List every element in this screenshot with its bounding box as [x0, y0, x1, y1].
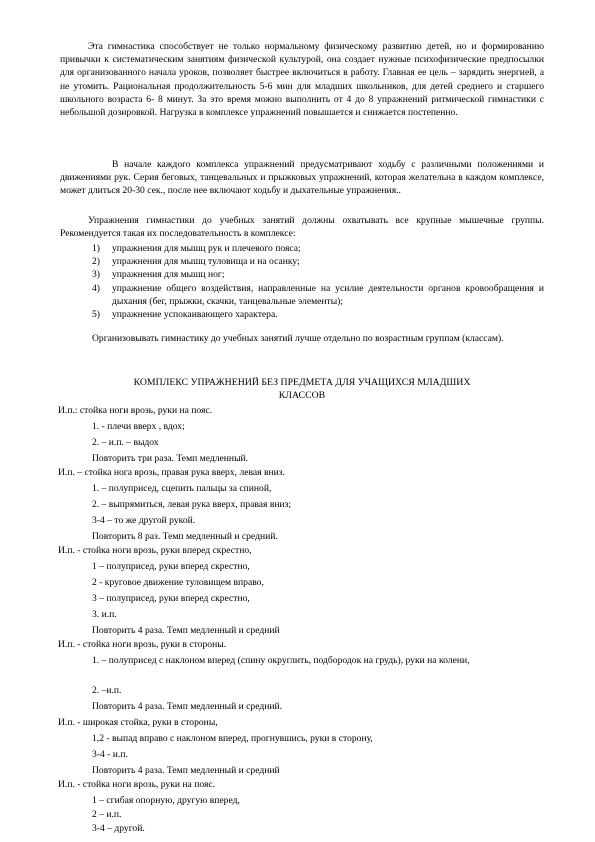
exercise-2-repeat: Повторить 8 раз. Темп медленный и средний. [92, 531, 278, 542]
exercise-3-step-4: 3. и.п. [92, 609, 117, 620]
exercise-3-step-3: 3 – полуприсед, руки вперед скрестно, [92, 593, 250, 604]
list-item: 2) упражнения для мышц туловища и на осанку; [92, 256, 300, 268]
section-heading: КОМПЛЕКС УПРАЖНЕНИЙ БЕЗ ПРЕДМЕТА ДЛЯ УЧАЩИХСЯ МЛАДШИХ КЛАССОВ [133, 377, 471, 402]
exercise-2-start-position: И.п. – стойка нога врозь, правая рука вверх, левая вниз. [58, 467, 285, 478]
intro-paragraph-3: Упражнения гимнастики до учебных занятий должны охватывать все крупные мышечные группы. Рекомендуется такая их последовательность в комплексе: [60, 215, 544, 240]
exercise-5-step-2: 3-4 - и.п. [92, 749, 128, 760]
exercise-4-repeat: Повторить 4 раза. Темп медленный и средний. [92, 701, 283, 712]
exercise-2-step-1: 1. – полуприсед, сцепить пальцы за спиной, [92, 483, 272, 494]
exercise-1-step-2: 2. – и.п. – выдох [92, 437, 159, 448]
list-item: 1) упражнения для мышц рук и плечевого пояса; [92, 243, 301, 254]
exercise-1-step-1: 1. - плечи вверх , вдох; [92, 421, 185, 432]
sequence-list [60, 242, 544, 321]
exercise-6-start-position: И.п. - стойка ноги врозь, руки на пояс. [58, 779, 216, 790]
list-item: 4) упражнение общего воздействия, направленные на усилие деятельности органов кровообращения и дыхания (бег, прыжки, скачки, танцевальные элементы); [92, 282, 544, 307]
exercise-6-step-2: 2 – и.п. [92, 809, 122, 820]
intro-paragraph-1: Эта гимнастика способствует не только нормальному физическому развитию детей, но и формированию привычки к систематическим занятиям физической культурой, она создает нужные психофизические предпосылки для организованного начала уроков, позволяет быстрее включиться в работу. Главная ее цель – зарядить энергией, а не утомить. Рациональная продолжительность 5-6 мин для младших школьников, для детей среднего и старшего школьного возраста 6- 8 минут. За это время можно выполнить от 4 до 8 упражнений ритмической гимнастики с небольшой дозировкой. Нагрузка в комплексе упражнений повышается и снижается постепенно. [60, 41, 544, 119]
exercise-6-step-1: 1 – сгибая опорную, другую вперед, [92, 795, 240, 806]
exercise-3-repeat: Повторить 4 раза. Темп медленный и средний [92, 625, 280, 636]
list-item: 5) упражнение успокаивающего характера. [92, 309, 278, 321]
exercise-5-step-1: 1,2 - выпад вправо с наклоном вперед, прогнувшись, руки в сторону, [92, 733, 373, 744]
intro-paragraph-2: В начале каждого комплекса упражнений предусматривают ходьбу с различными положениями и движениями рук. Серия беговых, танцевальных и прыжковых упражнений, которая желательна в каждом комплексе, может длиться 20-30 сек., после нее включают ходьбу и дыхательные упражнения.. [60, 159, 544, 197]
exercise-2-step-3: 3-4 – то же другой рукой. [92, 515, 196, 526]
intro-paragraph-4: Организовывать гимнастику до учебных занятий лучше отдельно по возрастным группам (классам). [92, 333, 504, 344]
exercise-3-step-1: 1 – полуприсед, руки вперед скрестно, [92, 561, 250, 572]
exercise-1-repeat: Повторить три раза. Темп медленный. [92, 453, 249, 464]
list-item: 3) упражнения для мышц ног; [92, 269, 225, 281]
exercise-4-step-2: 2. –и.п. [92, 685, 122, 696]
exercise-3-step-2: 2 - круговое движение туловищем вправо, [92, 577, 264, 588]
exercise-3-start-position: И.п. - стойка ноги врозь, руки вперед скрестно, [58, 545, 252, 556]
exercise-1-start-position: И.п.: стойка ноги врозь, руки на пояс. [58, 405, 213, 416]
exercise-4-step-1: 1. – полуприсед с наклоном вперед (спину округлить, подбородок на грудь), руки на колени, [92, 655, 470, 666]
exercise-2-step-2: 2. – выпрямиться, левая рука вверх, правая вниз; [92, 499, 292, 510]
exercise-4-start-position: И.п. - стойка ноги врозь, руки в стороны. [58, 639, 227, 650]
exercise-6-step-3: 3-4 – другой. [92, 823, 145, 834]
exercise-5-repeat: Повторить 4 раза. Темп медленный и средний [92, 765, 280, 776]
exercise-5-start-position: И.п. - широкая стойка, руки в стороны, [58, 717, 218, 728]
